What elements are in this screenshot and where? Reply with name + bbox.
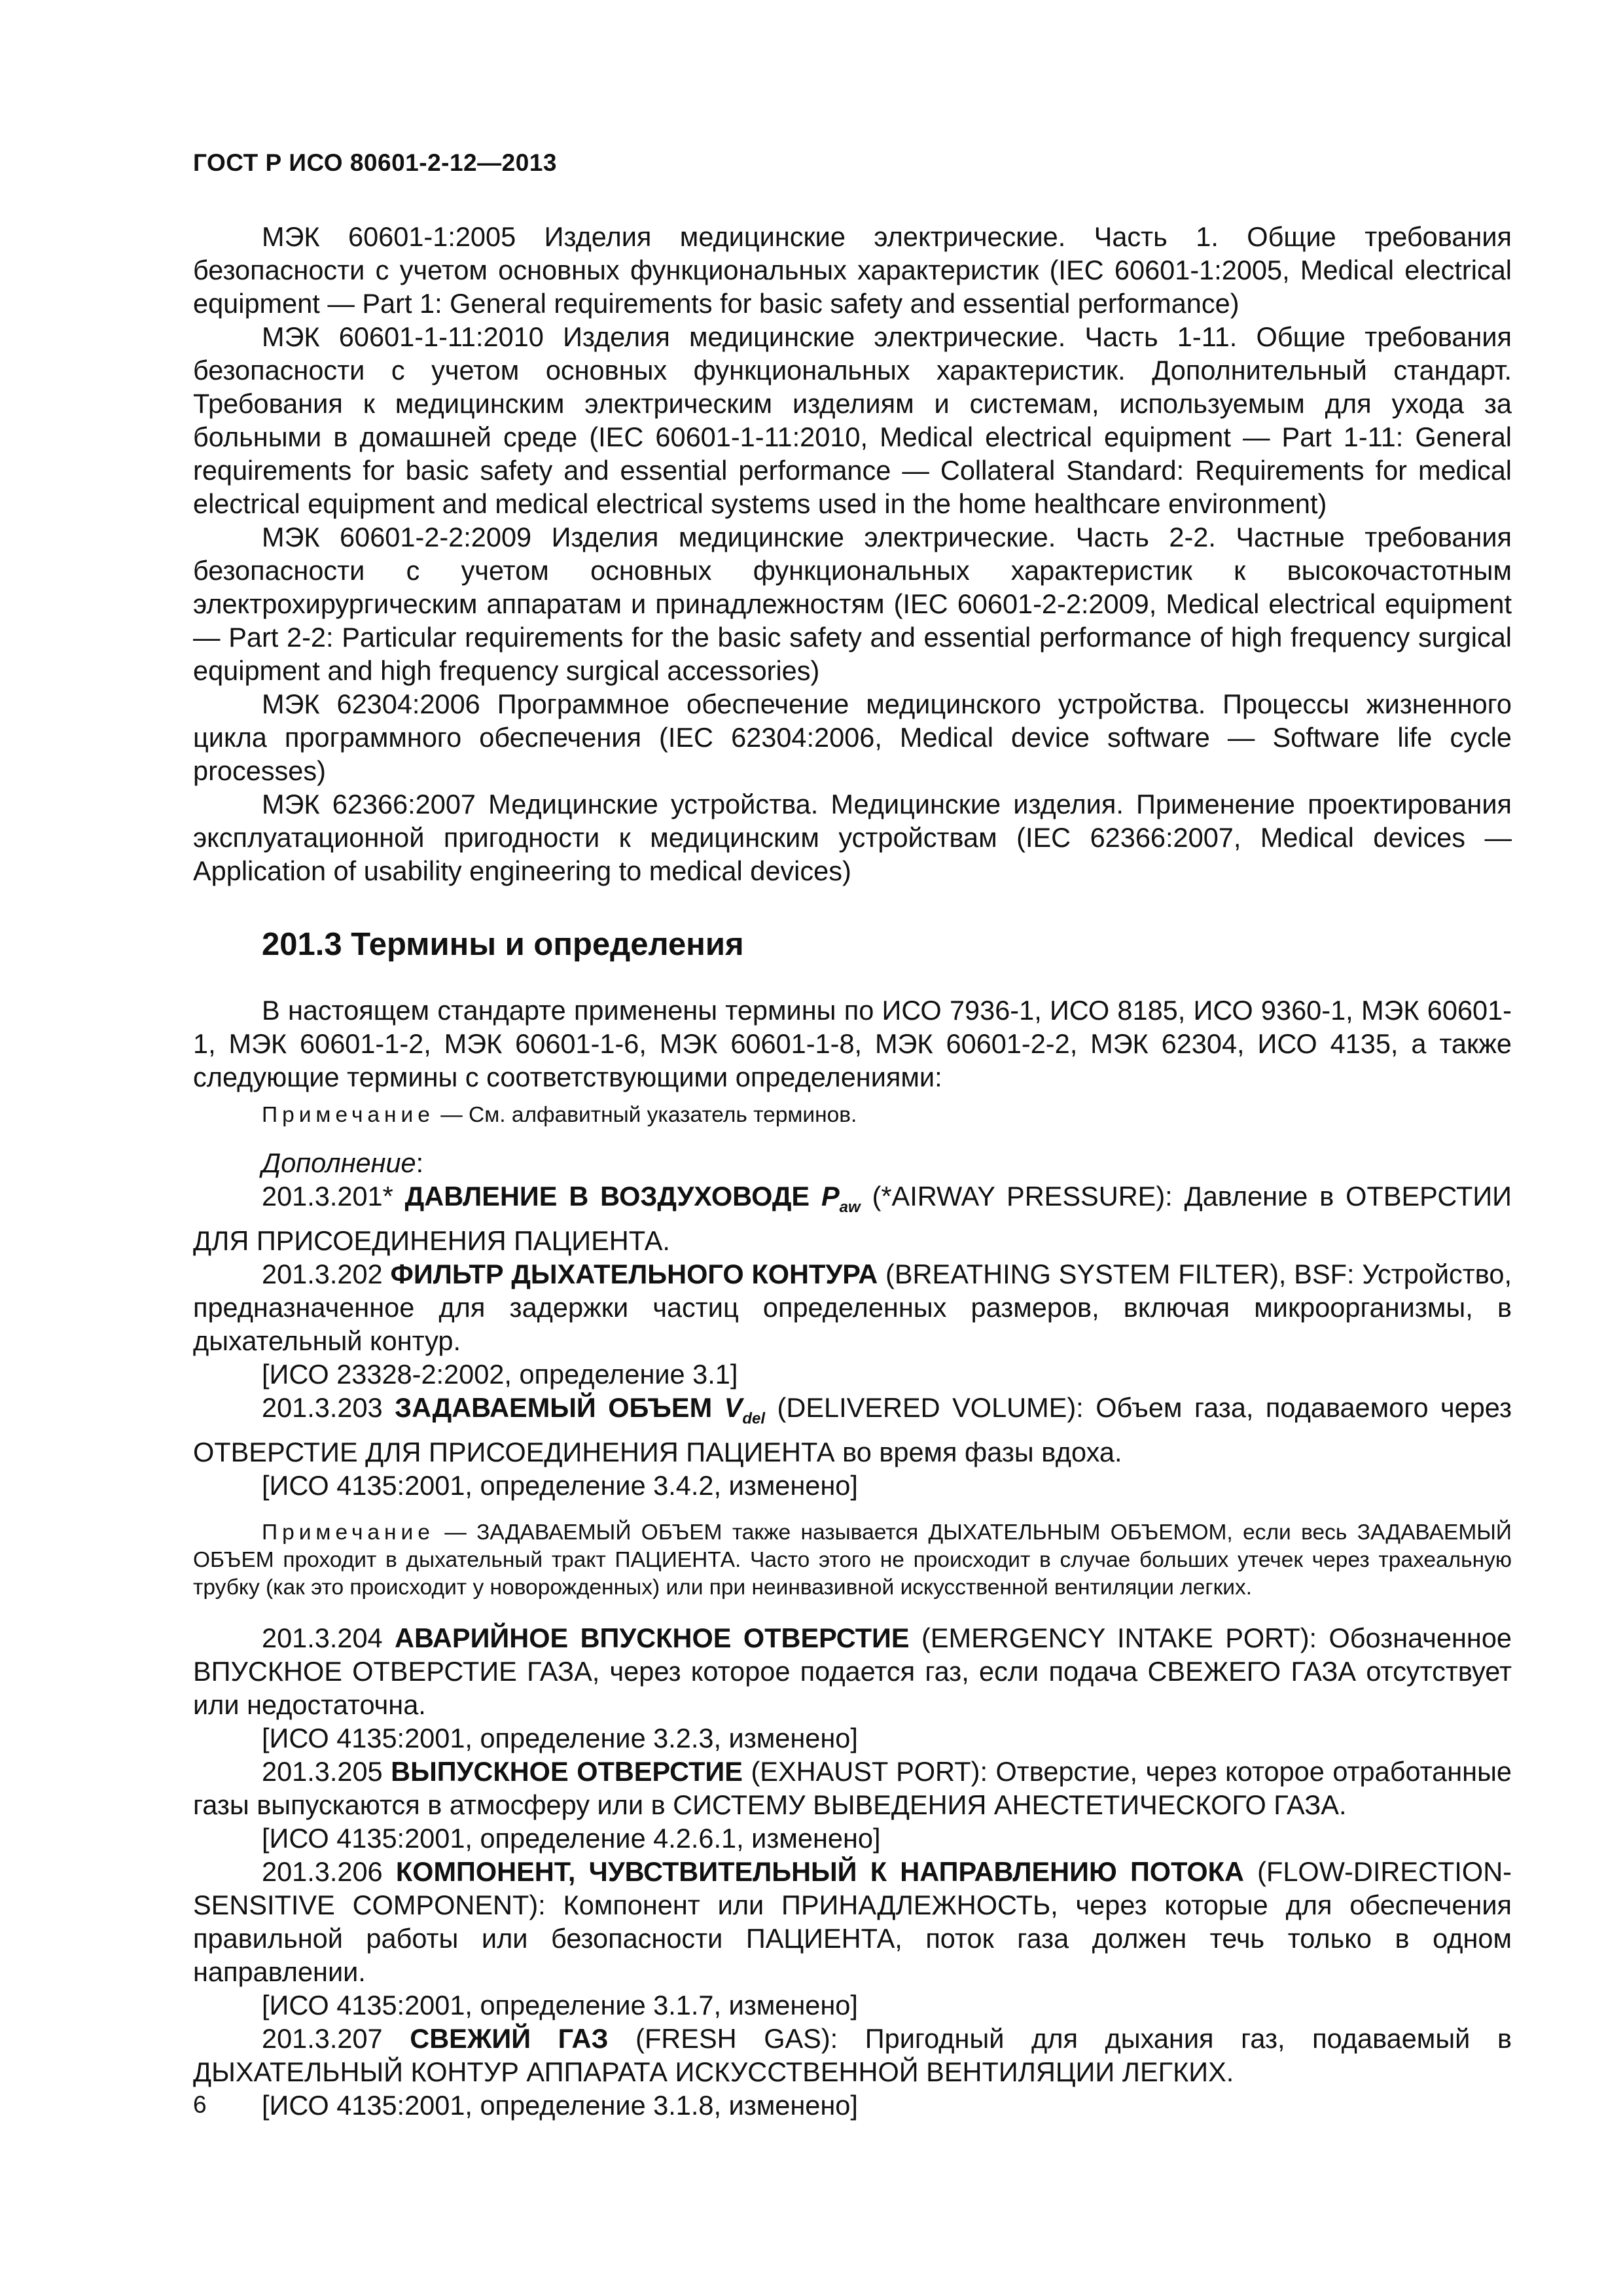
term-name: АВАРИЙНОЕ ВПУСКНОЕ ОТВЕРСТИЕ xyxy=(395,1623,910,1653)
term-definition xyxy=(193,1257,1512,1357)
term-symbol-subscript: del xyxy=(742,1410,766,1427)
term-definition xyxy=(193,1755,1512,1821)
term-reference: [ИСО 4135:2001, определение 3.1.8, изменено] xyxy=(262,2090,858,2121)
addendum-label xyxy=(193,1146,1512,1179)
term-reference: [ИСО 23328-2:2002, определение 3.1] xyxy=(262,1359,738,1390)
term-name: ФИЛЬТР ДЫХАТЕЛЬНОГО КОНТУРА xyxy=(390,1259,878,1289)
document-header: ГОСТ Р ИСО 80601-2-12—2013 xyxy=(193,149,557,176)
term-number: 201.3.206 xyxy=(262,1856,396,1887)
reference-item: МЭК 60601-1-11:2010 Изделия медицинские электрические. Часть 1-11. Общие требования безопасности с учетом основных функциональных характеристик. Дополнительный стандарт. Требования к медицинским электрическим изделиям и системам, используемым для ухода за больными в домашней среде (IEC 60601-1-11:2010, Medical electrical equipment — Part 1-11: General requirements for basic safety and essential performance — Collateral Standard: Requirements for medical electrical equipment and medical electrical systems used in the home healthcare environment) xyxy=(193,321,1512,519)
term-name: КОМПОНЕНТ, ЧУВСТВИТЕЛЬНЫЙ К НАПРАВЛЕНИЮ ПОТОКА xyxy=(395,1856,1244,1887)
note-label: Примечание xyxy=(262,1520,435,1545)
addendum-text: Дополнение xyxy=(262,1147,416,1178)
reference-item: МЭК 62366:2007 Медицинские устройства. Медицинские изделия. Применение проектирования эксплуатационной пригодности к медицинским устройствам (IEC 62366:2007, Medical devices — Application of usability engineering to medical devices) xyxy=(193,789,1512,886)
addendum-colon: : xyxy=(416,1147,424,1178)
term-definition xyxy=(193,1855,1512,1988)
page-number: 6 xyxy=(193,2091,207,2118)
note-text: — См. алфавитный указатель терминов. xyxy=(434,1103,857,1127)
term-definition xyxy=(193,1621,1512,1721)
term-reference: [ИСО 4135:2001, определение 3.1.7, изменено] xyxy=(262,1990,858,2020)
term-text: (EMERGENCY INTAKE PORT): Обозначенное ВПУСКНОЕ ОТВЕРСТИЕ ГАЗА, через которое подается газ, если подача СВЕЖЕГО ГАЗА отсутствует или недостаточна. xyxy=(193,1623,1512,1720)
term-name: ДАВЛЕНИЕ В ВОЗДУХОВОДЕ xyxy=(404,1181,821,1211)
note xyxy=(193,1102,1512,1129)
term-text: (*AIRWAY PRESSURE): Давление в ОТВЕРСТИИ ДЛЯ ПРИСОЕДИНЕНИЯ ПАЦИЕНТА. xyxy=(193,1181,1512,1256)
term-name: СВЕЖИЙ ГАЗ xyxy=(410,2023,609,2054)
term-definition xyxy=(193,2022,1512,2089)
document-body xyxy=(193,220,1512,2122)
term-symbol: P xyxy=(821,1181,840,1211)
term-symbol: V xyxy=(724,1392,743,1423)
term-number: 201.3.204 xyxy=(262,1623,395,1653)
section-intro: В настоящем стандарте применены термины по ИСО 7936-1, ИСО 8185, ИСО 9360-1, МЭК 60601-1, МЭК 60601-1-2, МЭК 60601-1-6, МЭК 60601-1-8, МЭК 60601-2-2, МЭК 62304, ИСО 4135, а также следующие термины с соответствующими определениями: xyxy=(193,995,1512,1092)
term-number: 201.3.203 xyxy=(262,1392,395,1423)
term-reference: [ИСО 4135:2001, определение 4.2.6.1, изменено] xyxy=(262,1823,881,1854)
term-name: ЗАДАВАЕМЫЙ ОБЪЕМ xyxy=(395,1392,724,1423)
note-label: Примечание xyxy=(262,1103,435,1127)
term-number: 201.3.207 xyxy=(262,2023,410,2054)
term-definition xyxy=(193,1179,1512,1257)
term-text: (BREATHING SYSTEM FILTER), BSF: Устройство, предназначенное для задержки частиц определенных размеров, включая микроорганизмы, в дыхательный контур. xyxy=(193,1259,1512,1356)
term-text: (DELIVERED VOLUME): Объем газа, подаваемого через ОТВЕРСТИЕ ДЛЯ ПРИСОЕДИНЕНИЯ ПАЦИЕНТА во время фазы вдоха. xyxy=(193,1392,1512,1467)
term-number: 201.3.201* xyxy=(262,1181,405,1211)
term-text: (EXHAUST PORT): Отверстие, через которое отработанные газы выпускаются в атмосферу или в СИСТЕМУ ВЫВЕДЕНИЯ АНЕСТЕТИЧЕСКОГО ГАЗА. xyxy=(193,1756,1512,1820)
term-number: 201.3.205 xyxy=(262,1756,391,1787)
reference-item: МЭК 62304:2006 Программное обеспечение медицинского устройства. Процессы жизненного цикла программного обеспечения (IEC 62304:2006, Medical device software — Software life cycle processes) xyxy=(193,689,1512,786)
term-text: (FLOW-DIRECTION-SENSITIVE COMPONENT): Компонент или ПРИНАДЛЕЖНОСТЬ, через которые для обеспечения правильной работы или безопасности ПАЦИЕНТА, поток газа должен течь только в одном направлении. xyxy=(193,1856,1512,1987)
term-symbol-subscript: aw xyxy=(839,1198,861,1216)
term-reference: [ИСО 4135:2001, определение 3.2.3, изменено] xyxy=(262,1723,858,1753)
term-number: 201.3.202 xyxy=(262,1259,391,1289)
term-text: (FRESH GAS): Пригодный для дыхания газ, подаваемый в ДЫХАТЕЛЬНЫЙ КОНТУР АППАРАТА ИСКУССТВЕННОЙ ВЕНТИЛЯЦИИ ЛЕГКИХ. xyxy=(193,2023,1512,2087)
section-title: 201.3 Термины и определения xyxy=(262,927,744,962)
term-reference: [ИСО 4135:2001, определение 3.4.2, изменено] xyxy=(262,1470,858,1501)
reference-item: МЭК 60601-1:2005 Изделия медицинские электрические. Часть 1. Общие требования безопасности с учетом основных функциональных характеристик (IEC 60601-1:2005, Medical electrical equipment — Part 1: General requirements for basic safety and essential performance) xyxy=(193,221,1512,319)
term-name: ВЫПУСКНОЕ ОТВЕРСТИЕ xyxy=(391,1756,743,1787)
note-text: — ЗАДАВАЕМЫЙ ОБЪЕМ также называется ДЫХАТЕЛЬНЫМ ОБЪЕМОМ, если весь ЗАДАВАЕМЫЙ ОБЪЕМ проходит в дыхательный тракт ПАЦИЕНТА. Часто этого не происходит в случае больших утечек через трахеальную трубку (как это происходит у новорожденных) или при неинвазивной искусственной вентиляции легких. xyxy=(193,1520,1512,1600)
term-definition xyxy=(193,1391,1512,1469)
reference-item: МЭК 60601-2-2:2009 Изделия медицинские электрические. Часть 2-2. Частные требования безопасности с учетом основных функциональных характеристик к высокочастотным электрохирургическим аппаратам и принадлежностям (IEC 60601-2-2:2009, Medical electrical equipment — Part 2-2: Particular requirements for the basic safety and essential performance of high frequency surgical equipment and high frequency surgical accessories) xyxy=(193,522,1512,686)
term-note xyxy=(193,1519,1512,1602)
